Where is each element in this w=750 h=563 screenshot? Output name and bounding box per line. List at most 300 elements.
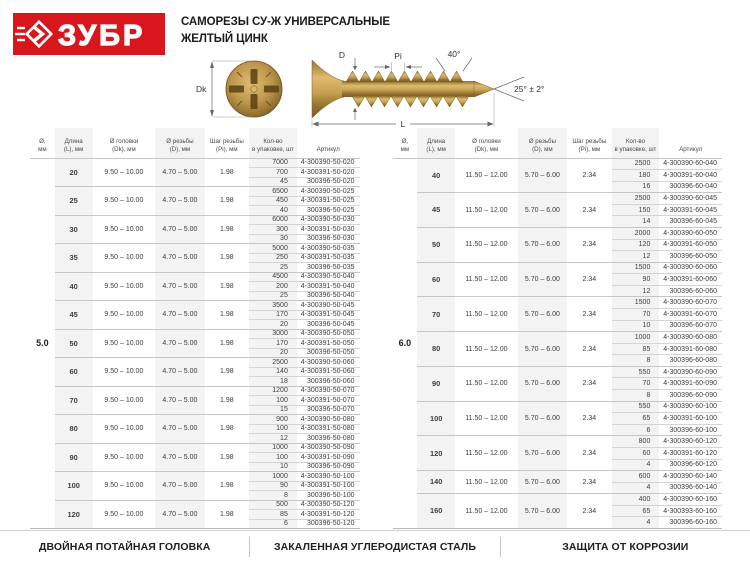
article-cell: 4-300391-60-090 (659, 378, 722, 390)
column-header: Артикул (679, 146, 703, 154)
column-header: Длина (L), мм (426, 137, 446, 154)
article-cell: 300396-50-040 (297, 291, 360, 301)
article-cell: 4-300390-60-120 (659, 436, 722, 448)
article-cell: 300396-60-040 (659, 181, 722, 193)
length-cell: 90 (55, 443, 93, 472)
pack-qty-cell: 8 (249, 491, 297, 501)
tip-angle-label: 25° ± 2° (514, 84, 545, 94)
pi-label: Pi (394, 51, 402, 61)
pack-qty-cell: 250 (249, 253, 297, 263)
thread-pitch-cell: 1.98 (205, 215, 249, 244)
length-cell: 120 (417, 436, 455, 471)
thread-diameter-cell: 5.70 – 6.00 (518, 193, 567, 228)
article-cell: 300396-60-080 (659, 355, 722, 367)
article-cell: 4-300391-50-090 (297, 453, 360, 463)
article-cell: 4-300390-50-120 (297, 500, 360, 510)
table-row (30, 443, 360, 453)
pack-qty-cell: 12 (612, 251, 660, 263)
thread-pitch-cell: 2.34 (567, 158, 611, 193)
article-cell: 4-300390-60-140 (659, 471, 722, 483)
thread-pitch-cell: 2.34 (567, 366, 611, 401)
length-cell: 80 (417, 332, 455, 367)
diameter-cell: 6.0 (393, 158, 418, 529)
table-row (393, 494, 723, 506)
article-cell: 4-300391-50-030 (297, 225, 360, 235)
pack-qty-cell: 3500 (249, 301, 297, 311)
thread-diameter-cell: 5.70 – 6.00 (518, 366, 567, 401)
head-diameter-cell: 11.50 – 12.00 (455, 366, 518, 401)
head-diameter-cell: 9.50 – 10.00 (93, 301, 156, 330)
pack-qty-cell: 70 (612, 378, 660, 390)
length-cell: 100 (55, 472, 93, 501)
article-cell: 4-300390-60-160 (659, 494, 722, 506)
thread-pitch-cell: 2.34 (567, 332, 611, 367)
length-cell: 90 (417, 366, 455, 401)
features-footer (0, 530, 750, 563)
article-cell: 300396-50-060 (297, 377, 360, 387)
thread-pitch-cell: 1.98 (205, 187, 249, 216)
article-cell: 300396-50-080 (297, 434, 360, 444)
pack-qty-cell: 20 (249, 348, 297, 358)
pack-qty-cell: 30 (249, 234, 297, 244)
pack-qty-cell: 6 (612, 424, 660, 436)
article-cell: 4-300390-50-050 (297, 329, 360, 339)
length-cell: 20 (55, 158, 93, 187)
pack-qty-cell: 5000 (249, 244, 297, 254)
length-cell: 40 (417, 158, 455, 193)
thread-pitch-cell: 1.98 (205, 472, 249, 501)
flank-angle-dimension (436, 49, 472, 71)
pack-qty-cell: 10 (612, 320, 660, 332)
table-diameter-5 (30, 128, 360, 529)
article-cell: 300396-60-120 (659, 459, 722, 471)
spec-tables-area (30, 128, 722, 529)
pack-qty-cell: 12 (249, 434, 297, 444)
pack-qty-cell: 25 (249, 291, 297, 301)
article-cell: 300396-60-160 (659, 517, 722, 529)
article-cell: 300396-60-060 (659, 285, 722, 297)
pack-qty-cell: 2500 (612, 158, 660, 170)
pack-qty-cell: 550 (612, 401, 660, 413)
table-row (393, 401, 723, 413)
article-cell: 300396-50-070 (297, 405, 360, 415)
table-row (30, 500, 360, 510)
length-cell: 120 (55, 500, 93, 529)
pack-qty-cell: 2500 (612, 193, 660, 205)
article-cell: 4-300390-50-040 (297, 272, 360, 282)
thread-diameter-cell: 5.70 – 6.00 (518, 332, 567, 367)
pack-qty-cell: 85 (612, 343, 660, 355)
table-row (30, 158, 360, 168)
thread-diameter-cell: 5.70 – 6.00 (518, 401, 567, 436)
head-diameter-cell: 9.50 – 10.00 (93, 329, 156, 358)
pack-qty-cell: 1000 (612, 332, 660, 344)
article-cell: 4-300390-50-025 (297, 187, 360, 197)
pack-qty-cell: 150 (612, 204, 660, 216)
spec-table (30, 128, 360, 529)
spec-table (393, 128, 723, 529)
article-cell: 300396-50-050 (297, 348, 360, 358)
length-cell: 50 (55, 329, 93, 358)
pack-qty-cell: 170 (249, 339, 297, 349)
article-cell: 4-300390-60-080 (659, 332, 722, 344)
thread-diameter-cell: 4.70 – 5.00 (155, 215, 204, 244)
article-cell: 4-300391-50-020 (297, 168, 360, 178)
screw-side-view (312, 60, 494, 118)
article-cell: 4-300390-60-045 (659, 193, 722, 205)
pack-qty-cell: 85 (249, 510, 297, 520)
head-diameter-cell: 11.50 – 12.00 (455, 262, 518, 297)
thread-pitch-cell: 2.34 (567, 494, 611, 529)
pack-qty-cell: 10 (249, 462, 297, 472)
pack-qty-cell: 14 (612, 216, 660, 228)
article-cell: 4-300390-60-100 (659, 401, 722, 413)
length-cell: 30 (55, 215, 93, 244)
thread-diameter-cell: 4.70 – 5.00 (155, 500, 204, 529)
pack-qty-cell: 90 (612, 274, 660, 286)
table-row (393, 332, 723, 344)
zubr-logo (13, 13, 165, 55)
head-diameter-cell: 11.50 – 12.00 (455, 332, 518, 367)
article-cell: 4-300391-60-045 (659, 204, 722, 216)
article-cell: 300396-50-020 (297, 177, 360, 187)
d-label: D (338, 50, 346, 60)
pack-qty-cell: 600 (612, 471, 660, 483)
article-cell: 4-300391-60-070 (659, 309, 722, 321)
pi-dimension (374, 51, 422, 72)
pack-qty-cell: 3000 (249, 329, 297, 339)
head-diameter-cell: 9.50 – 10.00 (93, 272, 156, 301)
pack-qty-cell: 180 (612, 170, 660, 182)
pack-qty-cell: 40 (249, 206, 297, 216)
article-cell: 4-300390-60-060 (659, 262, 722, 274)
pack-qty-cell: 70 (612, 309, 660, 321)
thread-pitch-cell: 1.98 (205, 301, 249, 330)
head-diameter-cell: 9.50 – 10.00 (93, 158, 156, 187)
article-cell: 4-300390-50-035 (297, 244, 360, 254)
pack-qty-cell: 4 (612, 482, 660, 494)
thread-diameter-cell: 4.70 – 5.00 (155, 443, 204, 472)
article-cell: 4-300391-50-035 (297, 253, 360, 263)
thread-pitch-cell: 2.34 (567, 297, 611, 332)
article-cell: 300396-50-035 (297, 263, 360, 273)
length-label: L (400, 119, 406, 129)
article-cell: 300396-50-045 (297, 320, 360, 330)
pack-qty-cell: 6500 (249, 187, 297, 197)
pack-qty-cell: 1500 (612, 262, 660, 274)
thread-diameter-cell: 4.70 – 5.00 (155, 272, 204, 301)
length-cell: 25 (55, 187, 93, 216)
table-row (30, 415, 360, 425)
article-cell: 4-300391-50-120 (297, 510, 360, 520)
thread-pitch-cell: 1.98 (205, 244, 249, 273)
pack-qty-cell: 170 (249, 310, 297, 320)
article-cell: 4-300391-60-080 (659, 343, 722, 355)
table-row (30, 472, 360, 482)
article-cell: 4-300390-50-030 (297, 215, 360, 225)
length-cell: 60 (55, 358, 93, 387)
article-cell: 4-300390-50-070 (297, 386, 360, 396)
pack-qty-cell: 12 (612, 285, 660, 297)
article-cell: 4-300390-50-060 (297, 358, 360, 368)
head-diameter-cell: 9.50 – 10.00 (93, 244, 156, 273)
pack-qty-cell: 800 (612, 436, 660, 448)
table-header-row (30, 128, 360, 158)
length-cell: 35 (55, 244, 93, 273)
thread-pitch-cell: 2.34 (567, 262, 611, 297)
pack-qty-cell: 4 (612, 517, 660, 529)
article-cell: 4-300391-60-100 (659, 413, 722, 425)
length-cell: 70 (55, 386, 93, 415)
pack-qty-cell: 90 (249, 481, 297, 491)
pack-qty-cell: 500 (249, 500, 297, 510)
article-cell: 4-300391-60-120 (659, 447, 722, 459)
article-cell: 300396-60-070 (659, 320, 722, 332)
thread-diameter-cell: 5.70 – 6.00 (518, 297, 567, 332)
pack-qty-cell: 4500 (249, 272, 297, 282)
thread-pitch-cell: 2.34 (567, 227, 611, 262)
table-row (393, 262, 723, 274)
thread-diameter-cell: 4.70 – 5.00 (155, 329, 204, 358)
diameter-cell: 5.0 (30, 158, 55, 529)
article-cell: 4-300391-60-050 (659, 239, 722, 251)
column-header: Ø, мм (38, 137, 47, 154)
thread-diameter-cell: 4.70 – 5.00 (155, 472, 204, 501)
screw-head-top-view (226, 61, 282, 117)
pack-qty-cell: 1000 (249, 443, 297, 453)
column-header: Шаг резьбы (Pi), мм (572, 137, 607, 154)
pack-qty-cell: 2000 (612, 227, 660, 239)
pack-qty-cell: 700 (249, 168, 297, 178)
length-cell: 100 (417, 401, 455, 436)
table-row (393, 436, 723, 448)
head-diameter-cell: 11.50 – 12.00 (455, 227, 518, 262)
length-cell: 80 (55, 415, 93, 444)
article-cell: 4-300390-60-050 (659, 227, 722, 239)
table-row (30, 244, 360, 254)
pack-qty-cell: 550 (612, 366, 660, 378)
head-diameter-cell: 9.50 – 10.00 (93, 443, 156, 472)
table-row (30, 386, 360, 396)
article-cell: 300396-60-140 (659, 482, 722, 494)
pack-qty-cell: 6 (249, 519, 297, 529)
column-header: Длина (L), мм (63, 137, 84, 154)
table-row (393, 297, 723, 309)
length-cell: 40 (55, 272, 93, 301)
column-header: Ø резьбы (D), мм (166, 137, 194, 154)
pack-qty-cell: 8 (612, 390, 660, 402)
article-cell: 300396-60-090 (659, 390, 722, 402)
article-cell: 4-300390-50-100 (297, 472, 360, 482)
table-row (30, 358, 360, 368)
feature-double-countersunk-head: ДВОЙНАЯ ПОТАЙНАЯ ГОЛОВКА (38, 541, 211, 553)
pack-qty-cell: 1000 (249, 472, 297, 482)
thread-pitch-cell: 2.34 (567, 401, 611, 436)
thread-diameter-cell: 4.70 – 5.00 (155, 358, 204, 387)
article-cell: 4-300391-50-050 (297, 339, 360, 349)
length-cell: 70 (417, 297, 455, 332)
article-cell: 4-300390-60-070 (659, 297, 722, 309)
article-cell: 4-300391-50-025 (297, 196, 360, 206)
pack-qty-cell: 25 (249, 263, 297, 273)
table-row (30, 187, 360, 197)
head-diameter-cell: 11.50 – 12.00 (455, 436, 518, 471)
length-cell: 60 (417, 262, 455, 297)
column-header: Ø головки (Dk), мм (109, 137, 139, 154)
article-cell: 4-300391-50-100 (297, 481, 360, 491)
thread-diameter-cell: 5.70 – 6.00 (518, 471, 567, 494)
thread-diameter-cell: 4.70 – 5.00 (155, 301, 204, 330)
article-cell: 300396-50-025 (297, 206, 360, 216)
table-row (30, 329, 360, 339)
pack-qty-cell: 100 (249, 453, 297, 463)
thread-diameter-cell: 5.70 – 6.00 (518, 158, 567, 193)
article-cell: 4-300390-50-045 (297, 301, 360, 311)
column-header: Шаг резьбы (Pi), мм (209, 137, 244, 154)
pack-qty-cell: 200 (249, 282, 297, 292)
thread-diameter-cell: 4.70 – 5.00 (155, 415, 204, 444)
pack-qty-cell: 100 (249, 424, 297, 434)
pack-qty-cell: 450 (249, 196, 297, 206)
thread-pitch-cell: 2.34 (567, 436, 611, 471)
pack-qty-cell: 140 (249, 367, 297, 377)
thread-diameter-cell: 4.70 – 5.00 (155, 158, 204, 187)
column-header: Артикул (316, 146, 340, 154)
length-cell: 140 (417, 471, 455, 494)
title-line-1: САМОРЕЗЫ СУ-Ж УНИВЕРСАЛЬНЫЕ (181, 16, 390, 28)
table-row (30, 215, 360, 225)
length-cell: 45 (417, 193, 455, 228)
head-diameter-cell: 9.50 – 10.00 (93, 472, 156, 501)
pack-qty-cell: 1500 (612, 297, 660, 309)
pack-qty-cell: 2500 (249, 358, 297, 368)
length-cell: 50 (417, 227, 455, 262)
thread-diameter-cell: 5.70 – 6.00 (518, 494, 567, 529)
article-cell: 4-300391-60-040 (659, 170, 722, 182)
thread-pitch-cell: 1.98 (205, 158, 249, 187)
pack-qty-cell: 65 (612, 505, 660, 517)
head-diameter-cell: 9.50 – 10.00 (93, 187, 156, 216)
article-cell: 4-300391-50-070 (297, 396, 360, 406)
table-row (393, 366, 723, 378)
logo-text: ЗУБР (58, 20, 146, 52)
head-diameter-cell: 11.50 – 12.00 (455, 193, 518, 228)
pack-qty-cell: 100 (249, 396, 297, 406)
table-row (393, 193, 723, 205)
table-row (393, 471, 723, 483)
pack-qty-cell: 20 (249, 320, 297, 330)
column-header: Ø резьбы (D), мм (528, 137, 557, 154)
table-header-row (393, 128, 723, 158)
dk-label: Dk (196, 84, 207, 94)
thread-pitch-cell: 1.98 (205, 386, 249, 415)
table-row (393, 227, 723, 239)
pack-qty-cell: 7000 (249, 158, 297, 168)
thread-pitch-cell: 2.34 (567, 193, 611, 228)
pack-qty-cell: 45 (249, 177, 297, 187)
pack-qty-cell: 4 (612, 459, 660, 471)
pack-qty-cell: 8 (612, 355, 660, 367)
feature-hardened-carbon-steel: ЗАКАЛЕННАЯ УГЛЕРОДИСТАЯ СТАЛЬ (273, 541, 477, 553)
head-diameter-cell: 9.50 – 10.00 (93, 415, 156, 444)
pack-qty-cell: 6000 (249, 215, 297, 225)
pack-qty-cell: 16 (612, 181, 660, 193)
length-cell: 160 (417, 494, 455, 529)
article-cell: 300396-50-100 (297, 491, 360, 501)
thread-diameter-cell: 4.70 – 5.00 (155, 244, 204, 273)
thread-pitch-cell: 1.98 (205, 415, 249, 444)
flank-angle-label: 40° (447, 49, 461, 59)
table-row (30, 272, 360, 282)
pack-qty-cell: 900 (249, 415, 297, 425)
feature-corrosion-protection: ЗАЩИТА ОТ КОРРОЗИИ (562, 541, 689, 553)
thread-pitch-cell: 1.98 (205, 443, 249, 472)
table-row (30, 301, 360, 311)
column-header: Ø, мм (400, 137, 410, 154)
tip-angle-dimension (494, 77, 544, 101)
pack-qty-cell: 400 (612, 494, 660, 506)
thread-diameter-cell: 5.70 – 6.00 (518, 227, 567, 262)
thread-diameter-cell: 5.70 – 6.00 (518, 436, 567, 471)
column-header: Ø головки (Dk), мм (472, 137, 501, 154)
head-diameter-cell: 9.50 – 10.00 (93, 500, 156, 529)
screw-technical-drawing (192, 46, 552, 130)
article-cell: 4-300390-50-020 (297, 158, 360, 168)
title-line-2: ЖЕЛТЫЙ ЦИНК (181, 32, 268, 45)
thread-pitch-cell: 1.98 (205, 358, 249, 387)
article-cell: 4-300391-50-080 (297, 424, 360, 434)
head-diameter-cell: 11.50 – 12.00 (455, 471, 518, 494)
pack-qty-cell: 120 (612, 239, 660, 251)
column-header: Кол-во в упаковке, шт (252, 137, 294, 154)
head-diameter-cell: 9.50 – 10.00 (93, 386, 156, 415)
pack-qty-cell: 15 (249, 405, 297, 415)
thread-pitch-cell: 1.98 (205, 329, 249, 358)
length-cell: 45 (55, 301, 93, 330)
pack-qty-cell: 300 (249, 225, 297, 235)
article-cell: 300396-60-100 (659, 424, 722, 436)
head-diameter-cell: 11.50 – 12.00 (455, 401, 518, 436)
table-row (393, 158, 723, 170)
article-cell: 4-300391-50-045 (297, 310, 360, 320)
head-diameter-cell: 9.50 – 10.00 (93, 358, 156, 387)
article-cell: 4-300391-60-060 (659, 274, 722, 286)
head-diameter-cell: 11.50 – 12.00 (455, 158, 518, 193)
article-cell: 4-300390-50-090 (297, 443, 360, 453)
article-cell: 4-300390-60-040 (659, 158, 722, 170)
column-header: Кол-во в упаковке, шт (614, 137, 657, 154)
pack-qty-cell: 60 (612, 447, 660, 459)
page-title (181, 14, 390, 47)
thread-pitch-cell: 1.98 (205, 500, 249, 529)
thread-pitch-cell: 2.34 (567, 471, 611, 494)
head-diameter-cell: 9.50 – 10.00 (93, 215, 156, 244)
thread-diameter-cell: 4.70 – 5.00 (155, 187, 204, 216)
article-cell: 4-300390-60-090 (659, 366, 722, 378)
pack-qty-cell: 18 (249, 377, 297, 387)
table-diameter-6 (393, 128, 723, 529)
article-cell: 4-300391-50-060 (297, 367, 360, 377)
head-diameter-cell: 11.50 – 12.00 (455, 494, 518, 529)
article-cell: 4-300390-50-080 (297, 415, 360, 425)
article-cell: 4-300391-50-040 (297, 282, 360, 292)
pack-qty-cell: 65 (612, 413, 660, 425)
article-cell: 300396-60-045 (659, 216, 722, 228)
thread-pitch-cell: 1.98 (205, 272, 249, 301)
article-cell: 300396-50-090 (297, 462, 360, 472)
article-cell: 300396-50-120 (297, 519, 360, 529)
article-cell: 4-300393-60-160 (659, 505, 722, 517)
